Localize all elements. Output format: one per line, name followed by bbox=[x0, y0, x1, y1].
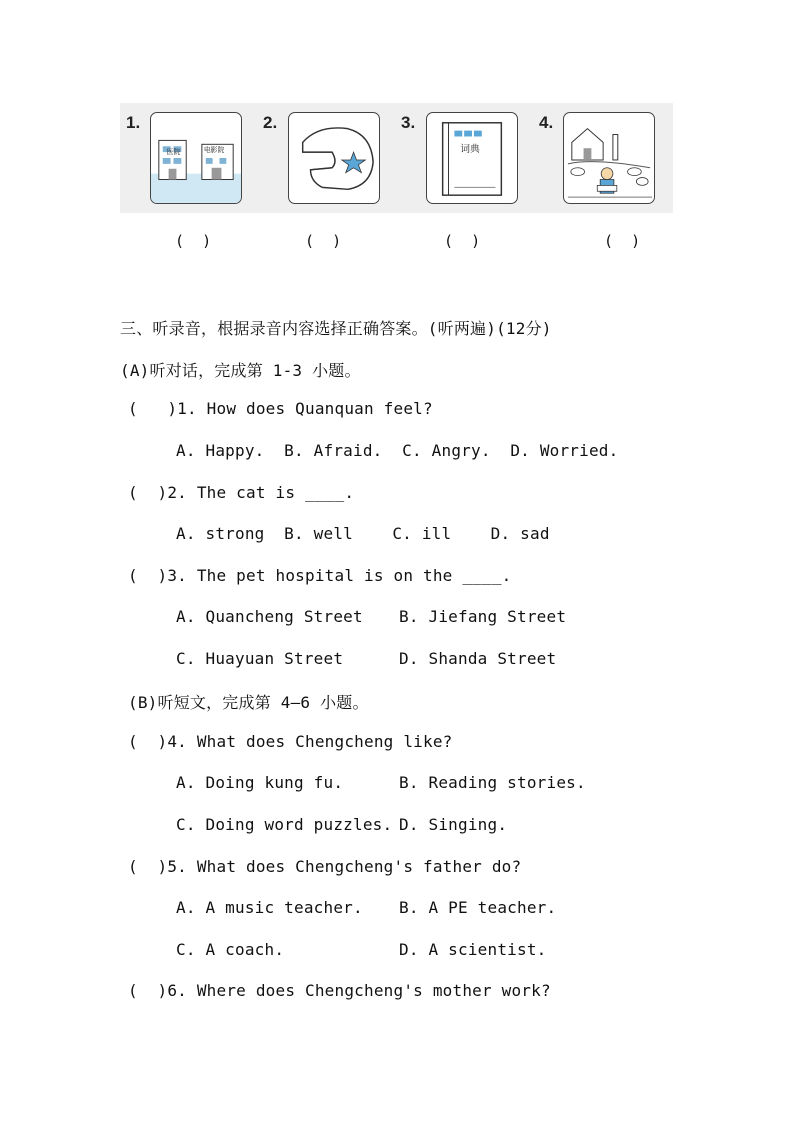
picture-number-4: 4. bbox=[539, 113, 554, 132]
question-4-option-a: A. Doing kung fu. bbox=[176, 773, 344, 792]
question-1: ( )1. How does Quanquan feel? bbox=[128, 399, 433, 418]
part-a-instruction: (A)听对话，完成第 1-3 小题。 bbox=[120, 361, 361, 380]
answer-paren-2[interactable]: ( ) bbox=[305, 232, 342, 250]
answer-paren-3[interactable]: ( ) bbox=[444, 232, 481, 250]
question-2: ( )2. The cat is ____. bbox=[128, 483, 355, 502]
question-3-option-c: C. Huayuan Street bbox=[176, 649, 344, 668]
question-5-option-c: C. A coach. bbox=[176, 940, 285, 959]
picture-dictionary bbox=[426, 112, 518, 204]
helmet-icon bbox=[289, 113, 379, 203]
picture-number-1: 1. bbox=[126, 113, 141, 132]
question-3-option-a: A. Quancheng Street bbox=[176, 607, 363, 626]
picture-number-2: 2. bbox=[263, 113, 278, 132]
question-3-option-b: B. Jiefang Street bbox=[399, 607, 567, 626]
question-5-option-d: D. A scientist. bbox=[399, 940, 547, 959]
question-3-option-d: D. Shanda Street bbox=[399, 649, 557, 668]
question-4: ( )4. What does Chengcheng like? bbox=[128, 732, 453, 751]
dictionary-title: 词典 bbox=[460, 144, 480, 156]
question-4-option-c: C. Doing word puzzles. bbox=[176, 815, 393, 834]
hospital-sign: 医院 bbox=[166, 148, 181, 157]
question-5: ( )5. What does Chengcheng's father do? bbox=[128, 857, 522, 876]
dictionary-icon bbox=[427, 113, 517, 203]
hospital-cinema-icon bbox=[151, 113, 241, 203]
picture-number-3: 3. bbox=[401, 113, 416, 132]
question-1-options: A. Happy. B. Afraid. C. Angry. D. Worried. bbox=[176, 441, 619, 460]
section-heading: 三、听录音，根据录音内容选择正确答案。(听两遍)(12分) bbox=[120, 319, 552, 338]
question-6: ( )6. Where does Chengcheng's mother work? bbox=[128, 981, 551, 1000]
question-4-option-d: D. Singing. bbox=[399, 815, 508, 834]
farm-reading-icon bbox=[564, 113, 654, 203]
picture-hospital-cinema bbox=[150, 112, 242, 204]
cinema-sign: 电影院 bbox=[203, 146, 225, 155]
answer-paren-4[interactable]: ( ) bbox=[604, 232, 641, 250]
question-5-option-a: A. A music teacher. bbox=[176, 898, 363, 917]
question-5-option-b: B. A PE teacher. bbox=[399, 898, 557, 917]
part-b-instruction: (B)听短文，完成第 4—6 小题。 bbox=[128, 693, 369, 712]
question-2-options: A. strong B. well C. ill D. sad bbox=[176, 524, 550, 543]
question-4-option-b: B. Reading stories. bbox=[399, 773, 586, 792]
question-3: ( )3. The pet hospital is on the ____. bbox=[128, 566, 512, 585]
picture-helmet bbox=[288, 112, 380, 204]
answer-paren-1[interactable]: ( ) bbox=[175, 232, 212, 250]
picture-farm-reading bbox=[563, 112, 655, 204]
